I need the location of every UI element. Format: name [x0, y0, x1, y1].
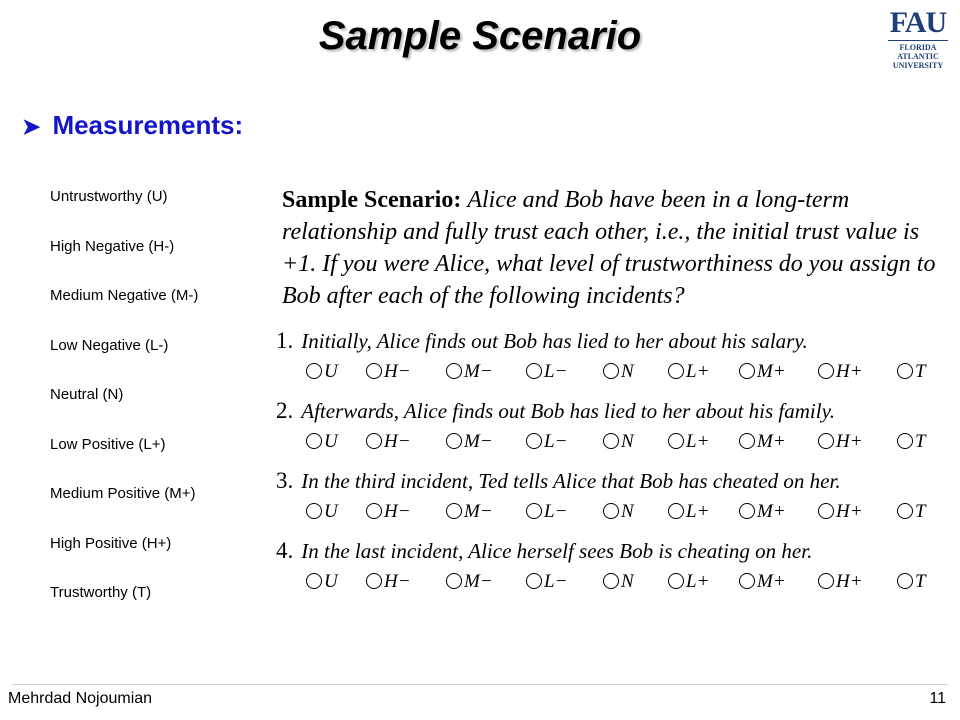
rating-option[interactable]: [603, 500, 634, 524]
rating-option[interactable]: [818, 500, 863, 524]
radio-circle-icon[interactable]: [818, 503, 834, 519]
footer-author: Mehrdad Nojoumian: [8, 690, 153, 707]
radio-circle-icon[interactable]: [446, 433, 462, 449]
rating-option[interactable]: [366, 360, 411, 384]
radio-circle-icon[interactable]: [818, 433, 834, 449]
radio-circle-icon[interactable]: [306, 573, 322, 589]
rating-option-label: N: [621, 501, 634, 522]
rating-option[interactable]: [366, 570, 411, 594]
scale-item: Trustworthy (T): [50, 584, 152, 601]
rating-option-label: L+: [686, 571, 710, 592]
logo-line-2: ATLANTIC: [897, 52, 939, 61]
logo-divider: [888, 40, 948, 41]
rating-option[interactable]: [897, 570, 926, 594]
incident-number: 2.: [276, 398, 294, 423]
rating-option-label: N: [621, 571, 634, 592]
incident-text: [276, 534, 946, 570]
rating-option-label: M+: [757, 361, 786, 382]
rating-option[interactable]: [739, 500, 786, 524]
rating-option[interactable]: [739, 360, 786, 384]
incident-list: [276, 324, 946, 604]
rating-option[interactable]: [446, 570, 493, 594]
incident-text: [276, 324, 946, 360]
rating-option[interactable]: [446, 500, 493, 524]
rating-option[interactable]: [526, 360, 567, 384]
rating-options: [276, 500, 946, 532]
radio-circle-icon[interactable]: [739, 363, 755, 379]
footer-divider: [12, 684, 948, 685]
scale-item: Low Negative (L-): [50, 336, 169, 354]
radio-circle-icon[interactable]: [526, 433, 542, 449]
measurement-scale-list: [50, 186, 198, 632]
scale-item: Medium Positive (M+): [50, 485, 196, 502]
radio-circle-icon[interactable]: [366, 433, 382, 449]
rating-option[interactable]: [668, 430, 709, 454]
incident-description: Afterwards, Alice finds out Bob has lied to her about his family.: [301, 399, 835, 423]
radio-circle-icon[interactable]: [446, 503, 462, 519]
radio-circle-icon[interactable]: [603, 363, 619, 379]
radio-circle-icon[interactable]: [526, 503, 542, 519]
radio-circle-icon[interactable]: [739, 433, 755, 449]
page-number: 11: [929, 690, 946, 707]
radio-circle-icon[interactable]: [366, 363, 382, 379]
rating-option[interactable]: [603, 570, 634, 594]
rating-option-label: N: [621, 431, 634, 452]
rating-option[interactable]: [603, 430, 634, 454]
rating-option-label: L−: [544, 361, 568, 382]
rating-option[interactable]: [897, 360, 926, 384]
incident-item: [276, 394, 946, 464]
logo-line-3: UNIVERSITY: [892, 61, 944, 70]
rating-option-label: H+: [836, 571, 863, 592]
rating-option-label: M−: [464, 361, 493, 382]
rating-options: [276, 430, 946, 462]
rating-option-label: H+: [836, 501, 863, 522]
slide-title: Sample Scenario: [318, 14, 642, 58]
rating-option[interactable]: [446, 360, 493, 384]
rating-option-label: H−: [384, 361, 411, 382]
incident-item: [276, 324, 946, 394]
radio-circle-icon[interactable]: [526, 573, 542, 589]
radio-circle-icon[interactable]: [897, 573, 913, 589]
rating-option-label: M+: [757, 501, 786, 522]
scale-item: Neutral (N): [50, 386, 124, 403]
radio-circle-icon[interactable]: [603, 503, 619, 519]
university-logo: [884, 8, 952, 72]
radio-circle-icon[interactable]: [668, 363, 684, 379]
radio-circle-icon[interactable]: [818, 363, 834, 379]
rating-option[interactable]: [739, 570, 786, 594]
section-heading: [22, 110, 243, 141]
radio-circle-icon[interactable]: [739, 573, 755, 589]
logo-line-1: FLORIDA: [899, 43, 937, 52]
rating-option[interactable]: [446, 430, 493, 454]
scale-item: Untrustworthy (U): [50, 188, 168, 205]
radio-circle-icon[interactable]: [446, 573, 462, 589]
rating-option[interactable]: [366, 430, 411, 454]
incident-text: [276, 394, 946, 430]
rating-option-label: T: [915, 571, 926, 592]
incident-item: [276, 534, 946, 604]
scale-item: High Positive (H+): [50, 534, 172, 552]
rating-option-label: N: [621, 361, 634, 382]
rating-option-label: L+: [686, 501, 710, 522]
radio-circle-icon[interactable]: [818, 573, 834, 589]
radio-circle-icon[interactable]: [897, 433, 913, 449]
radio-circle-icon[interactable]: [306, 503, 322, 519]
rating-option[interactable]: [526, 500, 567, 524]
rating-option-label: L−: [544, 571, 568, 592]
rating-option-label: M+: [757, 571, 786, 592]
rating-options: [276, 360, 946, 392]
radio-circle-icon[interactable]: [526, 363, 542, 379]
incident-item: [276, 464, 946, 534]
radio-circle-icon[interactable]: [366, 503, 382, 519]
incident-description: In the third incident, Ted tells Alice that Bob has cheated on her.: [301, 469, 841, 493]
rating-option[interactable]: [897, 430, 926, 454]
rating-option-label: U: [324, 571, 338, 592]
rating-option-label: L+: [686, 361, 710, 382]
scenario-lead: Sample Scenario:: [282, 187, 462, 213]
rating-option-label: M−: [464, 571, 493, 592]
radio-circle-icon[interactable]: [603, 433, 619, 449]
incident-number: 4.: [276, 538, 294, 563]
incident-number: 1.: [276, 328, 294, 353]
rating-option[interactable]: [739, 430, 786, 454]
rating-option[interactable]: [306, 570, 338, 594]
incident-description: Initially, Alice finds out Bob has lied to her about his salary.: [301, 329, 808, 353]
rating-option[interactable]: [526, 430, 567, 454]
radio-circle-icon[interactable]: [739, 503, 755, 519]
rating-option-label: T: [915, 361, 926, 382]
rating-option-label: T: [915, 501, 926, 522]
rating-option[interactable]: [526, 570, 567, 594]
radio-circle-icon[interactable]: [306, 363, 322, 379]
rating-option[interactable]: [306, 430, 338, 454]
rating-option[interactable]: [603, 360, 634, 384]
rating-option[interactable]: [818, 430, 863, 454]
rating-option[interactable]: [818, 570, 863, 594]
arrow-bullet-icon: ➤: [22, 114, 41, 139]
rating-option-label: H+: [836, 361, 863, 382]
rating-option-label: L−: [544, 431, 568, 452]
rating-option-label: T: [915, 431, 926, 452]
rating-option[interactable]: [818, 360, 863, 384]
rating-option[interactable]: [668, 570, 709, 594]
rating-option[interactable]: [306, 360, 338, 384]
incident-text: [276, 464, 946, 500]
rating-option-label: L−: [544, 501, 568, 522]
rating-option-label: M−: [464, 501, 493, 522]
radio-circle-icon[interactable]: [668, 573, 684, 589]
radio-circle-icon[interactable]: [366, 573, 382, 589]
radio-circle-icon[interactable]: [897, 363, 913, 379]
radio-circle-icon[interactable]: [603, 573, 619, 589]
scale-item: Medium Negative (M-): [50, 287, 199, 304]
incident-description: In the last incident, Alice herself sees Bob is cheating on her.: [301, 539, 813, 563]
radio-circle-icon[interactable]: [897, 503, 913, 519]
rating-options: [276, 570, 946, 602]
scenario-paragraph: [282, 184, 942, 312]
radio-circle-icon[interactable]: [306, 433, 322, 449]
incident-number: 3.: [276, 468, 294, 493]
rating-option-label: U: [324, 501, 338, 522]
scenario-body: Alice and Bob have been in a long-term relationship and fully trust each other, i.e., the initial trust value is +1. If you were Alice, what level of trustworthiness do you assign to Bob after each of the following incidents?: [282, 187, 936, 309]
section-heading-text: Measurements:: [52, 110, 244, 140]
rating-option-label: M−: [464, 431, 493, 452]
rating-option-label: M+: [757, 431, 786, 452]
scale-item: High Negative (H-): [50, 237, 175, 255]
logo-mark: FAU: [889, 6, 947, 39]
rating-option[interactable]: [668, 500, 709, 524]
rating-option[interactable]: [897, 500, 926, 524]
scale-item: Low Positive (L+): [50, 435, 166, 453]
rating-option[interactable]: [306, 500, 338, 524]
radio-circle-icon[interactable]: [446, 363, 462, 379]
rating-option-label: L+: [686, 431, 710, 452]
rating-option[interactable]: [668, 360, 709, 384]
radio-circle-icon[interactable]: [668, 433, 684, 449]
radio-circle-icon[interactable]: [668, 503, 684, 519]
rating-option-label: H−: [384, 431, 411, 452]
rating-option-label: U: [324, 431, 338, 452]
rating-option[interactable]: [366, 500, 411, 524]
rating-option-label: H−: [384, 501, 411, 522]
rating-option-label: H−: [384, 571, 411, 592]
rating-option-label: U: [324, 361, 338, 382]
rating-option-label: H+: [836, 431, 863, 452]
